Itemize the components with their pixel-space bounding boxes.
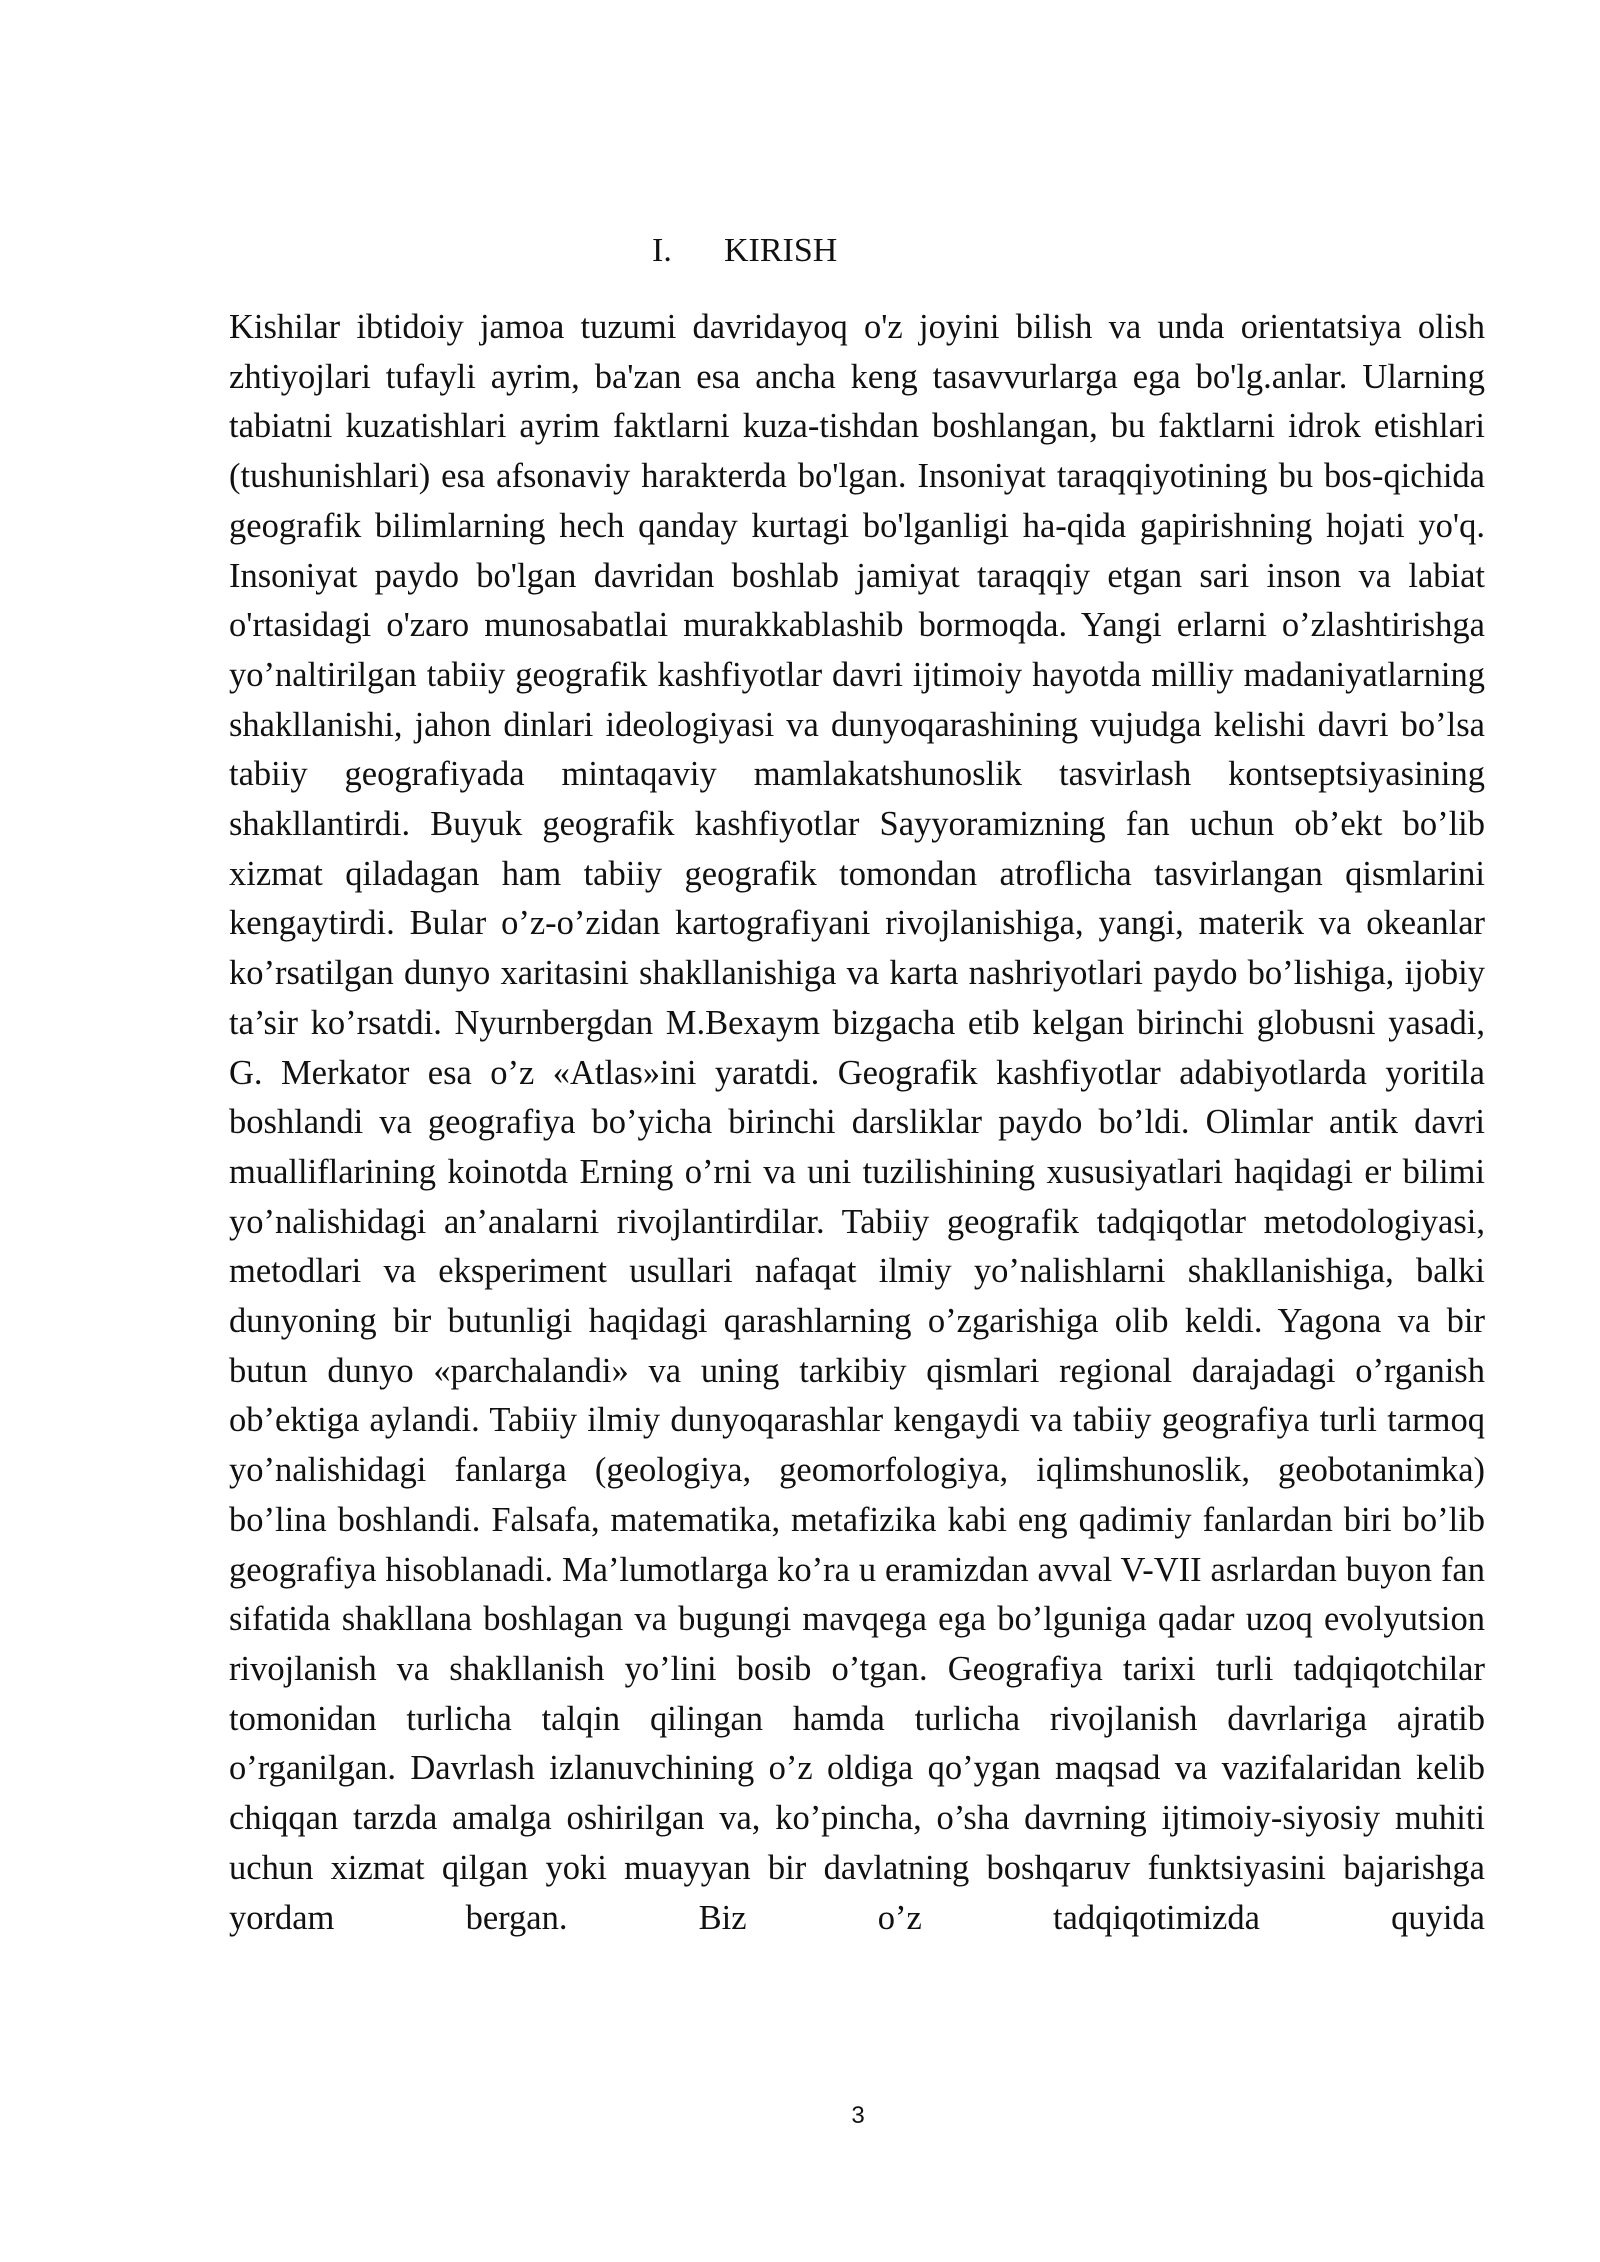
section-title: KIRISH (724, 232, 838, 269)
section-number: I. (652, 232, 672, 269)
body-paragraph: Kishilar ibtidoiy jamoa tuzumi davridayoq o'z joyini bilish va unda orientatsiya olish zhtiyojlari tufayli ayrim, ba'zan esa ancha keng tasavvurlarga ega bo'lg.anlar. Ularning tabiatni kuzatishlari ayrim faktlarni kuza-tishdan boshlangan, bu faktlarni idrok etishlari (tushunishlari) esa afsonaviy harakterda bo'lgan. Insoniyat taraqqiyotining bu bos-qichida geografik bilimlarning hech qanday kurtagi bo'lganligi ha-qida gapirishning hojati yo'q. Insoniyat paydo bo'lgan davridan boshlab jamiyat taraqqiy etgan sari inson va labiat o'rtasidagi o'zaro munosabatlai murakkablashib bormoqda. Yangi erlarni o’zlashtirishga yo’naltirilgan tabiiy geografik kashfiyotlar davri ijtimoiy hayotda milliy madaniyatlarning shakllanishi, jahon dinlari ideologiyasi va dunyoqarashining vujudga kelishi davri bo’lsa tabiiy geografiyada mintaqaviy mamlakatshunoslik tasvirlash kontseptsiyasining shakllantirdi. Buyuk geografik kashfiyotlar Sayyoramizning fan uchun ob’ekt bo’lib xizmat qiladagan ham tabiiy geografik tomondan atroflicha tasvirlangan qismlarini kengaytirdi. Bular o’z-o’zidan kartografiyani rivojlanishiga, yangi, materik va okeanlar ko’rsatilgan dunyo xaritasini shakllanishiga va karta nashriyotlari paydo bo’lishiga, ijobiy ta’sir ko’rsatdi. Nyurnbergdan M.Bexaym bizgacha etib kelgan birinchi globusni yasadi, G. Merkator esa o’z «Atlas»ini yaratdi. Geografik kashfiyotlar adabiyotlarda yoritila boshlandi va geografiya bo’yicha birinchi darsliklar paydo bo’ldi. Olimlar antik davri mualliflarining koinotda Erning o’rni va uni tuzilishining xususiyatlari haqidagi er bilimi yo’nalishidagi an’analarni rivojlantirdilar. Tabiiy geografik tadqiqotlar metodologiyasi, metodlari va eksperiment usullari nafaqat ilmiy yo’nalishlarni shakllanishiga, balki dunyoning bir butunligi haqidagi qarashlarning o’zgarishiga olib keldi. Yagona va bir butun dunyo «parchalandi» va uning tarkibiy qismlari regional darajadagi o’rganish ob’ektiga aylandi. Tabiiy ilmiy dunyoqarashlar kengaydi va tabiiy geografiya turli tarmoq yo’nalishidagi fanlarga (geologiya, geomorfologiya, iqlimshunoslik, geobotanimka) bo’lina boshlandi. Falsafa, matematika, metafizika kabi eng qadimiy fanlardan biri bo’lib geografiya hisoblanadi. Ma’lumotlarga ko’ra u eramizdan avval V-VII asrlardan buyon fan sifatida shakllana boshlagan va bugungi mavqega ega bo’lguniga qadar uzoq evolyutsion rivojlanish va shakllanish yo’lini bosib o’tgan. Geografiya tarixi turli tadqiqotchilar tomonidan turlicha talqin qilingan hamda turlicha rivojlanish davrlariga ajratib o’rganilgan. Davrlash izlanuvchining o’z oldiga qo’ygan maqsad va vazifalaridan kelib chiqqan tarzda amalga oshirilgan va, ko’pincha, o’sha davrning ijtimoiy-siyosiy muhiti uchun xizmat qilgan yoki muayyan bir davlatning boshqaruv funktsiyasini bajarishga yordam bergan. Biz o’z tadqiqotimizda quyida (229, 308, 1485, 1937)
section-heading (652, 226, 837, 276)
page-number: 3 (851, 2102, 865, 2129)
